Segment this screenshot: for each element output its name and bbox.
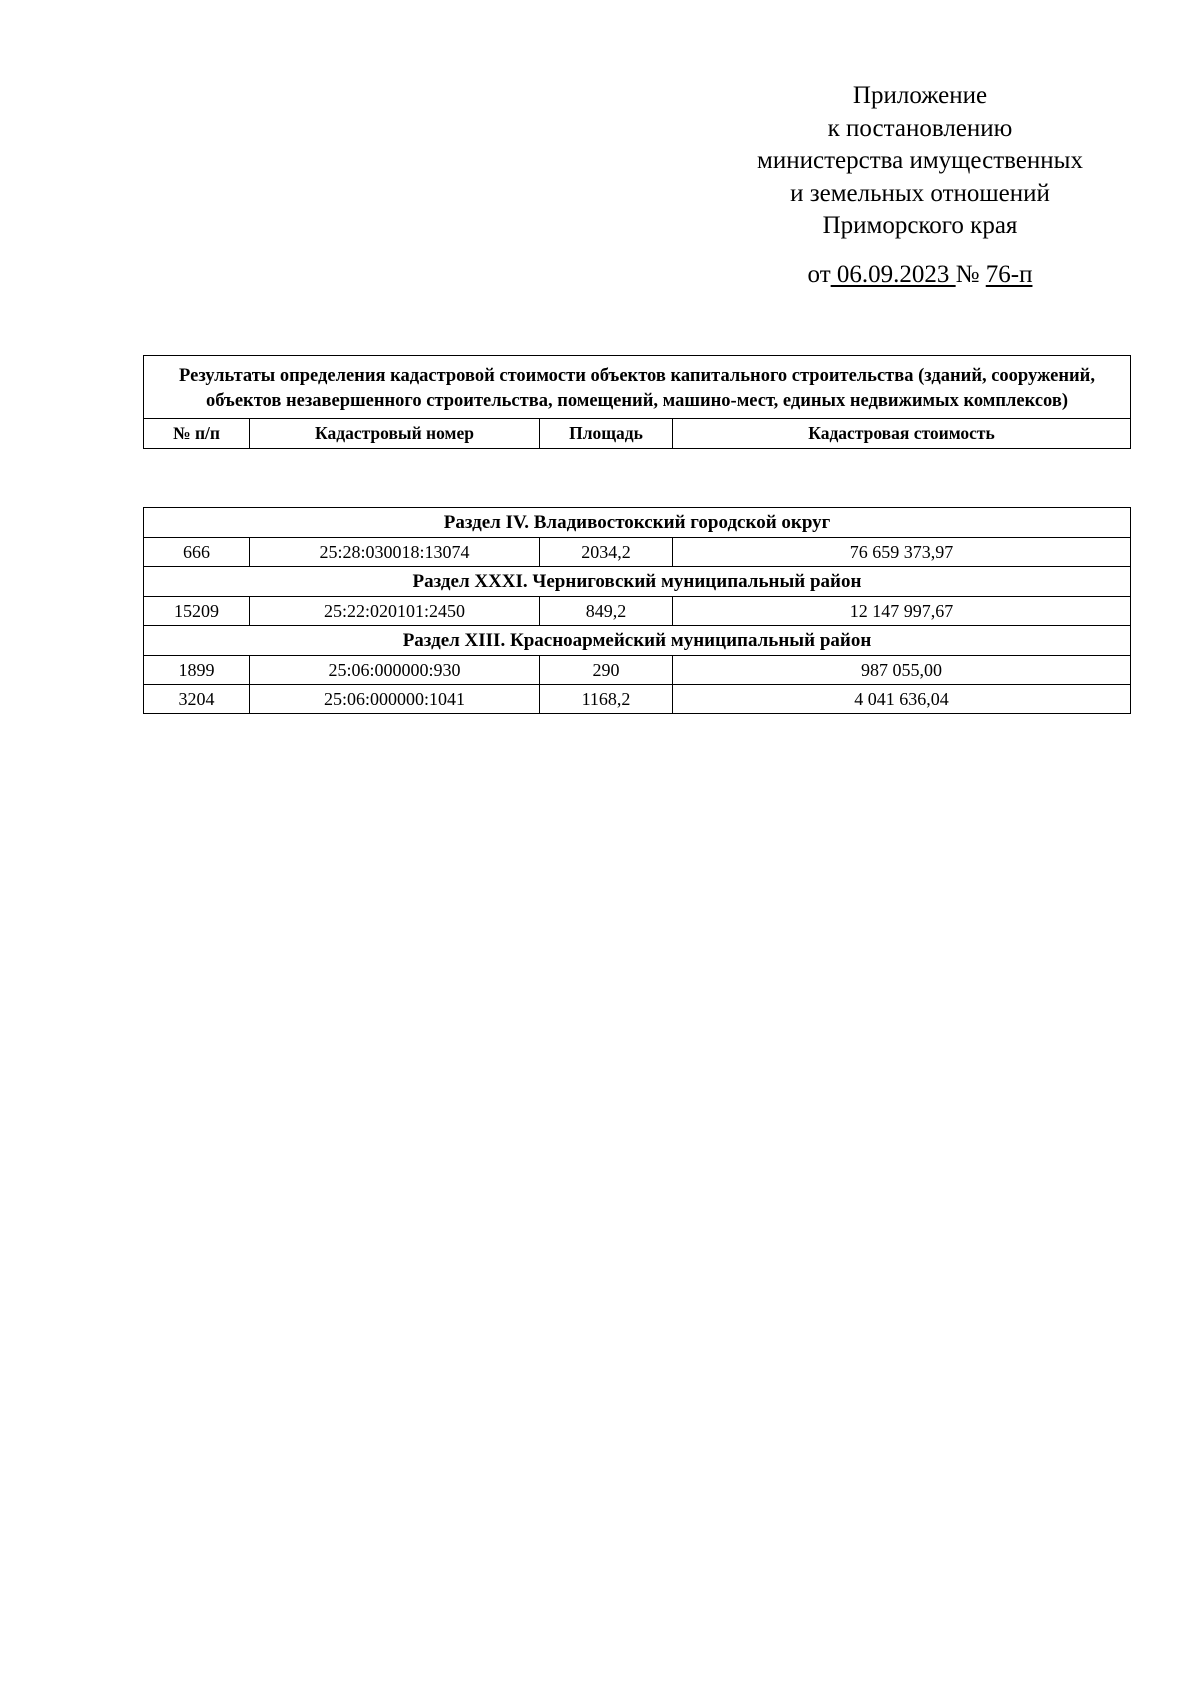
row-cadastral-value: 987 055,00 — [673, 656, 1131, 685]
row-cadastral-number: 25:06:000000:1041 — [250, 685, 540, 714]
section-title: Раздел IV. Владивостокский городской округ — [144, 508, 1131, 538]
column-header-row — [144, 419, 1131, 449]
column-header-number: № п/п — [144, 419, 250, 449]
section-row — [144, 567, 1131, 597]
row-cadastral-value: 4 041 636,04 — [673, 685, 1131, 714]
results-data-table — [143, 507, 1131, 714]
results-header-table — [143, 355, 1131, 449]
row-cadastral-value: 12 147 997,67 — [673, 597, 1131, 626]
section-row — [144, 626, 1131, 656]
section-row — [144, 508, 1131, 538]
row-area: 290 — [540, 656, 673, 685]
row-number: 15209 — [144, 597, 250, 626]
row-number: 666 — [144, 538, 250, 567]
row-cadastral-number: 25:06:000000:930 — [250, 656, 540, 685]
appendix-block — [700, 80, 1140, 291]
row-cadastral-number: 25:22:020101:2450 — [250, 597, 540, 626]
table-title: Результаты определения кадастровой стоимости объектов капитального строительства (зданий, сооружений, объектов незавершенного строительства, помещений, машино-мест, единых недвижимых комплексов) — [144, 356, 1131, 419]
column-header-cadastral-number: Кадастровый номер — [250, 419, 540, 449]
section-title: Раздел XIII. Красноармейский муниципальный район — [144, 626, 1131, 656]
row-area: 2034,2 — [540, 538, 673, 567]
row-number: 3204 — [144, 685, 250, 714]
row-area: 849,2 — [540, 597, 673, 626]
table-title-row — [144, 356, 1131, 419]
decree-number: 76-п — [985, 260, 1033, 288]
appendix-line: Приморского края — [822, 212, 1018, 239]
row-number: 1899 — [144, 656, 250, 685]
column-header-area: Площадь — [540, 419, 673, 449]
appendix-line: министерства имущественных — [757, 147, 1083, 174]
appendix-line: к постановлению — [827, 114, 1013, 142]
row-cadastral-number: 25:28:030018:13074 — [250, 538, 540, 567]
appendix-line: и земельных отношений — [790, 179, 1050, 207]
table-row — [144, 597, 1131, 626]
date-prefix: от — [807, 260, 831, 288]
row-cadastral-value: 76 659 373,97 — [673, 538, 1131, 567]
table-row — [144, 656, 1131, 685]
decree-date-line — [700, 259, 1140, 292]
column-header-cadastral-value: Кадастровая стоимость — [673, 419, 1131, 449]
table-row — [144, 538, 1131, 567]
appendix-line: Приложение — [852, 82, 988, 109]
row-area: 1168,2 — [540, 685, 673, 714]
decree-date: 06.09.2023 — [830, 260, 956, 288]
table-row — [144, 685, 1131, 714]
number-sign: № — [955, 260, 980, 288]
section-title: Раздел XXXI. Черниговский муниципальный район — [144, 567, 1131, 597]
